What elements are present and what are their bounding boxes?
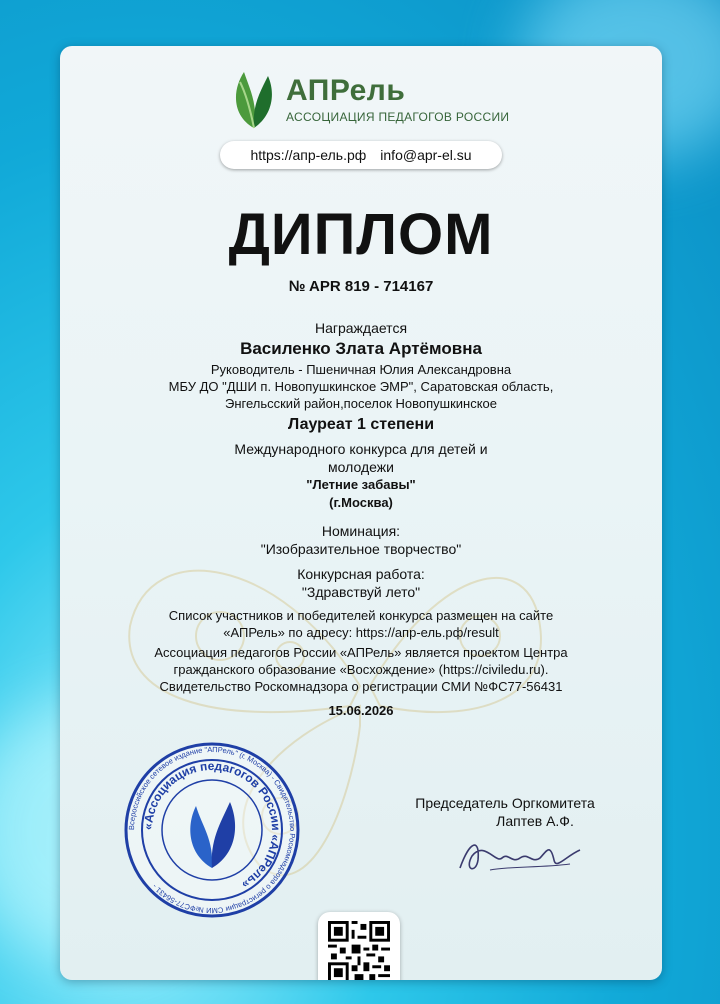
issue-date: 15.06.2026: [328, 703, 394, 718]
stamp-inner-text: «Ассоциация педагогов России «АПРель»: [140, 758, 284, 893]
location-line: Энгельсский район,поселок Новопушкинское: [224, 396, 498, 411]
nomination-value: "Изобразительное творчество": [260, 541, 462, 557]
email-link[interactable]: info@apr-el.su: [380, 147, 472, 163]
contest-city: (г.Москва): [329, 495, 393, 510]
awarded-label: Награждается: [314, 320, 408, 336]
logo: [228, 68, 528, 130]
logo-subtitle: АССОЦИАЦИЯ ПЕДАГОГОВ РОССИИ: [286, 110, 510, 124]
signatory-name: Лаптев А.Ф.: [496, 813, 574, 829]
association-line: Ассоциация педагогов России «АПРель» является проектом Центра: [154, 645, 568, 660]
diploma-title: ДИПЛОМ: [228, 202, 494, 267]
work-label: Конкурсная работа:: [297, 566, 425, 582]
association-stamp-icon: [122, 740, 302, 920]
registration-line: Свидетельство Роскомнадзора о регистрации СМИ №ФС77-56431: [159, 679, 563, 694]
work-title: "Здравствуй лето": [301, 584, 421, 600]
nomination-label: Номинация:: [321, 523, 401, 539]
contest-name: "Летние забавы": [306, 477, 416, 492]
logo-name: АПРель: [286, 74, 406, 107]
results-line: «АПРель» по адресу: https://апр-ель.рф/result: [223, 625, 499, 640]
diploma-number: № APR 819 - 714167: [288, 278, 434, 295]
diploma-card: [60, 46, 662, 980]
contest-line: Международного конкурса для детей и: [234, 441, 488, 457]
signature-block: [390, 794, 620, 884]
institution-line: МБУ ДО "ДШИ п. Новопушкинское ЭМР", Саратовская область,: [168, 379, 554, 394]
contacts-bar: [220, 141, 502, 169]
award-level: Лауреат 1 степени: [287, 416, 435, 433]
results-line: Список участников и победителей конкурса размещен на сайте: [168, 608, 554, 623]
association-line: гражданского образование «Восхождение» (https://civiledu.ru).: [173, 662, 549, 677]
contest-line: молодежи: [328, 459, 394, 475]
qr-code-icon: [328, 921, 390, 980]
handwritten-signature-icon: [450, 830, 590, 880]
recipient-name: Василенко Злата Артёмовна: [240, 339, 482, 358]
website-link[interactable]: https://апр-ель.рф: [250, 147, 367, 163]
signatory-title: Председатель Оргкомитета: [415, 795, 595, 811]
qr-code[interactable]: [318, 912, 400, 980]
supervisor-line: Руководитель - Пшеничная Юлия Александровна: [210, 362, 512, 377]
leaf-logo-icon: [228, 68, 280, 130]
stamp-outer-text: Всероссийское сетевое издание "АПРель" (г. Москва) - Свидетельство Роскомнадзора о регистрации СМИ №ФС77-56431 -: [126, 744, 298, 916]
